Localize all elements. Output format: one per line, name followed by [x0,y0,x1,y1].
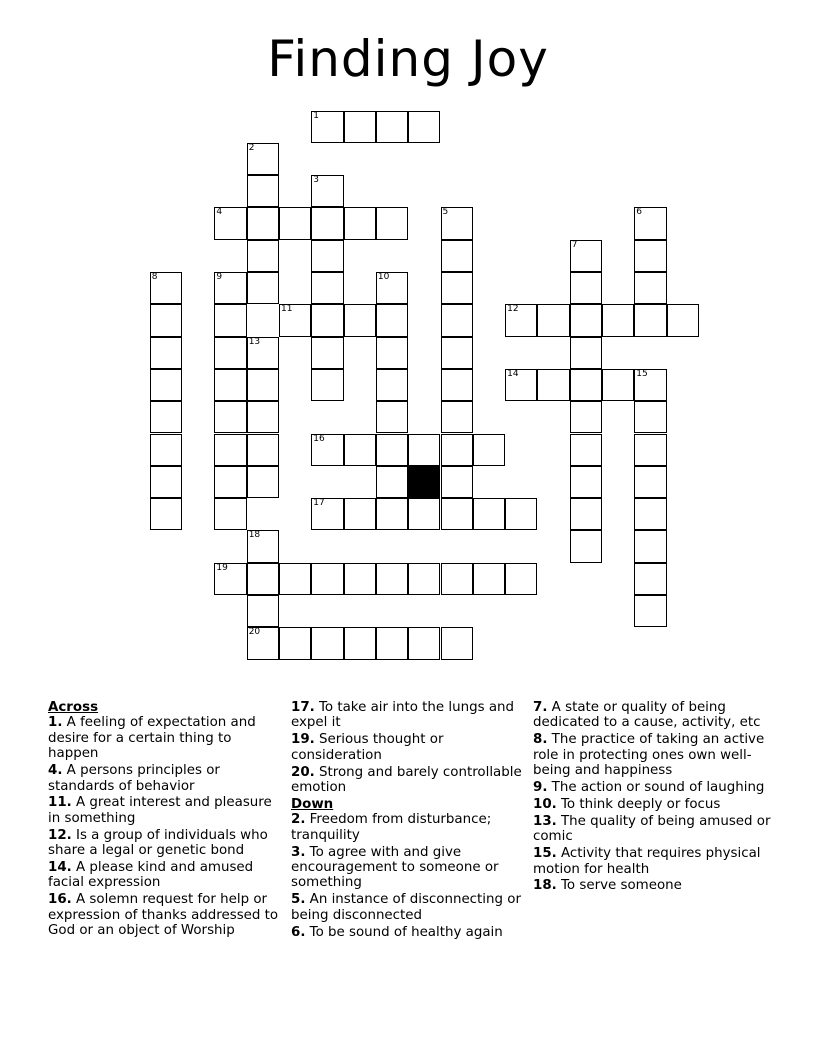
grid-cell[interactable] [247,175,279,207]
grid-cell[interactable] [344,563,376,595]
puzzle-title: Finding Joy [267,30,549,88]
grid-cell[interactable] [311,627,343,659]
cell-number: 1 [313,110,320,121]
grid-cell[interactable] [408,111,440,143]
grid-cell[interactable] [473,434,505,466]
down-heading: Down [291,796,334,812]
grid-cell[interactable] [570,240,602,272]
clue-across-11: 11. A great interest and pleasure in something [48,795,272,826]
grid-cell[interactable] [441,466,473,498]
grid-cell[interactable] [247,434,279,466]
cell-number: 5 [442,207,449,218]
cell-number: 20 [248,627,261,638]
grid-cell[interactable] [441,434,473,466]
black-cell [408,466,440,498]
grid-cell[interactable] [570,272,602,304]
clue-across-14: 14. A please kind and amused facial expression [48,860,254,891]
cell-number: 3 [313,175,320,186]
grid-cell[interactable] [408,498,440,530]
grid-cell[interactable] [408,627,440,659]
grid-cell[interactable] [311,337,343,369]
grid-cell[interactable] [279,304,311,336]
grid-cell[interactable] [634,563,666,595]
clue-across-20: 20. Strong and barely controllable emotion [291,764,522,796]
grid-cell[interactable] [376,563,408,595]
cell-number: 12 [507,304,519,315]
grid-cell[interactable] [570,434,602,466]
grid-cell[interactable] [634,240,666,272]
grid-cell[interactable] [344,627,376,659]
grid-cell[interactable] [667,304,699,336]
grid-cell[interactable] [570,466,602,498]
grid-cell[interactable] [344,498,376,530]
grid-cell[interactable] [441,337,473,369]
grid-cell[interactable] [214,337,246,369]
clue-down-7: 7. A state or quality of being dedicated to a cause, activity, etc [533,700,761,731]
grid-cell[interactable] [634,595,666,627]
grid-cell[interactable] [214,563,246,595]
grid-cell[interactable] [505,563,537,595]
grid-cell[interactable] [344,111,376,143]
grid-cell[interactable] [247,563,279,595]
grid-cell[interactable] [537,304,569,336]
cell-number: 6 [636,207,643,218]
grid-cell[interactable] [279,563,311,595]
grid-cell[interactable] [311,240,343,272]
clue-across-19: 19. Serious thought or consideration [291,732,444,763]
cell-number: 15 [636,368,648,379]
grid-cell[interactable] [376,207,408,239]
grid-cell[interactable] [634,466,666,498]
grid-cell[interactable] [214,466,246,498]
grid-cell[interactable] [247,272,279,304]
clue-down-8: 8. The practice of taking an active role in protecting ones own well-being and happiness [533,732,765,779]
cell-number: 9 [216,272,223,282]
grid-cell[interactable] [214,272,246,304]
grid-cell[interactable] [344,434,376,466]
grid-cell[interactable] [214,207,246,239]
clue-down-6: 6. To be sound of healthy again [291,924,503,940]
grid-cell[interactable] [247,530,279,562]
cell-number: 13 [248,336,261,347]
grid-cell[interactable] [150,304,182,336]
grid-cell[interactable] [376,272,408,304]
grid-cell[interactable] [441,563,473,595]
grid-cell[interactable] [214,498,246,530]
grid-cell[interactable] [505,304,537,336]
grid-cell[interactable] [602,304,634,336]
grid-cell[interactable] [441,498,473,530]
grid-cell[interactable] [150,434,182,466]
grid-cell[interactable] [150,401,182,433]
grid-cell[interactable] [150,337,182,369]
clue-across-17: 17. To take air into the lungs and expel it [291,700,515,731]
grid-cell[interactable] [441,627,473,659]
grid-cell[interactable] [311,304,343,336]
clue-down-9: 9. The action or sound of laughing [533,780,765,796]
clue-column-2 [291,700,523,942]
grid-cell[interactable] [247,369,279,401]
cell-number: 4 [216,207,223,218]
grid-cell[interactable] [376,304,408,336]
grid-cell[interactable] [441,304,473,336]
grid-cell[interactable] [247,337,279,369]
grid-cell[interactable] [505,498,537,530]
grid-cell[interactable] [634,434,666,466]
grid-cell[interactable] [441,401,473,433]
grid-cell[interactable] [150,466,182,498]
grid-cell[interactable] [634,207,666,239]
clue-down-10: 10. To think deeply or focus [533,796,721,812]
grid-cell[interactable] [376,369,408,401]
grid-cell[interactable] [311,563,343,595]
grid-cell[interactable] [537,369,569,401]
clue-down-2: 2. Freedom from disturbance; tranquility [291,812,492,843]
grid-cell[interactable] [311,175,343,207]
grid-cell[interactable] [634,369,666,401]
grid-cell[interactable] [247,466,279,498]
grid-cell[interactable] [473,563,505,595]
grid-cell[interactable] [441,272,473,304]
clue-down-3: 3. To agree with and give encouragement to someone or something [291,844,499,891]
cell-number: 10 [377,272,390,282]
grid-cell[interactable] [247,240,279,272]
grid-cell[interactable] [376,337,408,369]
grid-cell[interactable] [634,401,666,433]
grid-cell[interactable] [441,369,473,401]
clue-down-13: 13. The quality of being amused or comic [533,813,771,845]
grid-cell[interactable] [311,369,343,401]
cell-number: 11 [281,304,293,315]
clue-across-12: 12. Is a group of individuals who share a legal or genetic bond [48,827,268,859]
grid-cell[interactable] [214,369,246,401]
clue-down-18: 18. To serve someone [533,878,682,894]
grid-cell[interactable] [376,627,408,659]
grid-cell[interactable] [634,530,666,562]
grid-cell[interactable] [570,337,602,369]
grid-cell[interactable] [214,434,246,466]
clue-across-1: 1. A feeling of expectation and desire for a certain thing to happen [48,715,256,762]
grid-cell[interactable] [376,111,408,143]
grid-cell[interactable] [570,401,602,433]
clue-across-16: 16. A solemn request for help or expression of thanks addressed to God or an object of Worship [48,892,279,939]
grid-cell[interactable] [570,530,602,562]
grid-cell[interactable] [473,498,505,530]
grid-cell[interactable] [311,207,343,239]
grid-cell[interactable] [570,498,602,530]
cell-number: 2 [248,142,255,153]
cell-number: 8 [151,272,158,282]
clue-across-4: 4. A persons principles or standards of behavior [48,763,220,794]
grid-cell[interactable] [279,627,311,659]
grid-cell[interactable] [311,434,343,466]
grid-cell[interactable] [376,401,408,433]
grid-cell[interactable] [602,369,634,401]
grid-cell[interactable] [279,207,311,239]
grid-cell[interactable] [408,434,440,466]
grid-cell[interactable] [311,272,343,304]
grid-cell[interactable] [344,304,376,336]
grid-cell[interactable] [247,627,279,659]
grid-cell[interactable] [376,434,408,466]
grid-cell[interactable] [505,369,537,401]
grid-cell[interactable] [247,401,279,433]
grid-cell[interactable] [376,498,408,530]
grid-cell[interactable] [376,466,408,498]
cell-number: 18 [248,530,261,541]
grid-cell[interactable] [344,207,376,239]
grid-cell[interactable] [150,369,182,401]
grid-cell[interactable] [570,369,602,401]
grid-cell[interactable] [150,498,182,530]
clue-down-5: 5. An instance of disconnecting or being disconnected [291,892,521,923]
clue-down-15: 15. Activity that requires physical motion for health [533,846,761,877]
grid-cell[interactable] [311,111,343,143]
cell-number: 17 [313,498,325,509]
grid-cell[interactable] [150,272,182,304]
grid-cell[interactable] [214,304,246,336]
cell-number: 16 [313,433,325,444]
grid-cell[interactable] [311,498,343,530]
grid-cell[interactable] [570,304,602,336]
cell-number: 7 [571,239,578,250]
grid-cell[interactable] [214,401,246,433]
grid-cell[interactable] [441,240,473,272]
grid-cell[interactable] [247,207,279,239]
clue-column-1 [48,700,280,940]
clue-column-3 [533,700,773,895]
grid-cell[interactable] [634,304,666,336]
grid-cell[interactable] [247,595,279,627]
grid-cell[interactable] [247,143,279,175]
cell-number: 14 [507,368,519,379]
grid-cell[interactable] [441,207,473,239]
grid-cell[interactable] [408,563,440,595]
grid-cell[interactable] [634,498,666,530]
grid-cell[interactable] [634,272,666,304]
cell-number: 19 [216,562,228,573]
across-heading: Across [48,700,99,715]
